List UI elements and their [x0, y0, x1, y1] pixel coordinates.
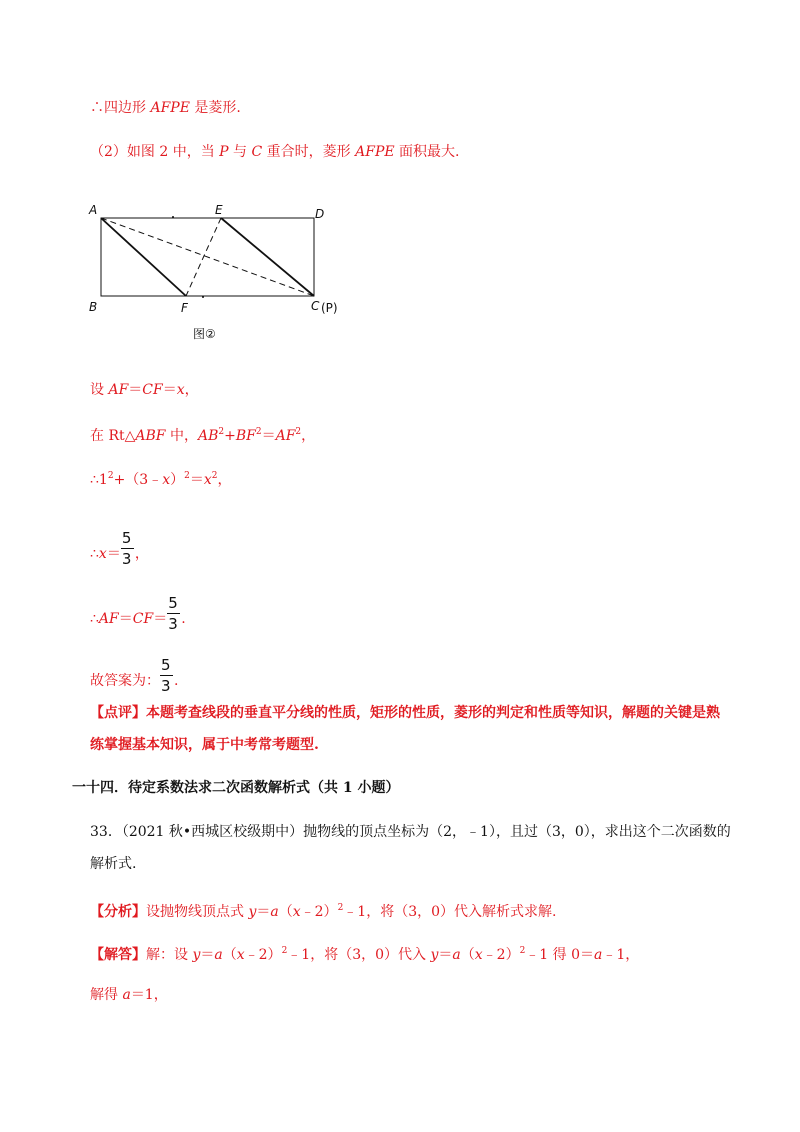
- equation-line: $\therefore 1^2+(3﹣x)^2=x^2$，: [90, 471, 232, 488]
- let-statement: 设 AF＝CF＝x，: [90, 382, 199, 398]
- label-p: (P): [321, 301, 338, 315]
- label-d: D: [315, 207, 325, 221]
- figure-2-diagram: [85, 198, 355, 348]
- dot-mark: [172, 216, 174, 218]
- solved-line: 解得 a＝1，: [90, 987, 168, 1003]
- answer-line: 【解答】解：设 y＝a（x﹣2）$^2$﹣1，将（3，0）代入 y＝a（x﹣2）$^2$﹣1 得 0＝a﹣1，: [90, 946, 640, 963]
- pythagorean-statement: 在 Rt△ABF 中，$AB^2+BF^2=AF^2$，: [90, 427, 316, 444]
- label-e: E: [215, 203, 223, 217]
- analysis-line: 【分析】设抛物线顶点式 y＝a（x﹣2）$^2$﹣1，将（3，0）代入解析式求解.: [90, 903, 557, 920]
- final-answer-line: 故答案为： $\frac{5}{3}$ .: [90, 656, 179, 695]
- label-b: B: [89, 300, 98, 314]
- comment-line-1: 【点评】本题考查线段的垂直平分线的性质，矩形的性质，菱形的判定和性质等知识，解题的关键是熟: [90, 705, 720, 721]
- question-33: 33．（2021 秋•西城区校级期中）抛物线的顶点坐标为（2，﹣1），且过（3，0），求出这个二次函数的: [90, 824, 731, 840]
- question-33-cont: 解析式.: [90, 856, 137, 872]
- segment-ec: [221, 218, 314, 296]
- part-2-statement: （2）如图 2 中，当 P 与 C 重合时，菱形 AFPE 面积最大.: [90, 144, 460, 160]
- fraction: $\frac{5}{3}$: [160, 655, 174, 695]
- x-value-line: ∴x＝ $\frac{5}{3}$ ，: [90, 529, 149, 568]
- label-a: A: [89, 203, 98, 217]
- comment-line-2: 练掌握基本知识，属于中考常考题型.: [90, 737, 319, 753]
- diagonal-ef: [186, 218, 221, 296]
- diagonal-ac: [101, 218, 314, 296]
- fraction: $\frac{5}{3}$: [121, 528, 135, 568]
- segment-af: [101, 218, 186, 296]
- conclusion-rhombus: ∴四边形 AFPE 是菱形.: [90, 100, 241, 116]
- label-f: F: [181, 301, 188, 315]
- dot-mark: [202, 296, 204, 298]
- label-c: C: [311, 299, 320, 313]
- af-cf-value-line: ∴AF＝CF＝ $\frac{5}{3}$ .: [90, 594, 186, 633]
- figure-caption: 图②: [193, 327, 216, 341]
- fraction: $\frac{5}{3}$: [167, 593, 181, 633]
- section-heading: 一十四．待定系数法求二次函数解析式（共 1 小题）: [72, 780, 400, 796]
